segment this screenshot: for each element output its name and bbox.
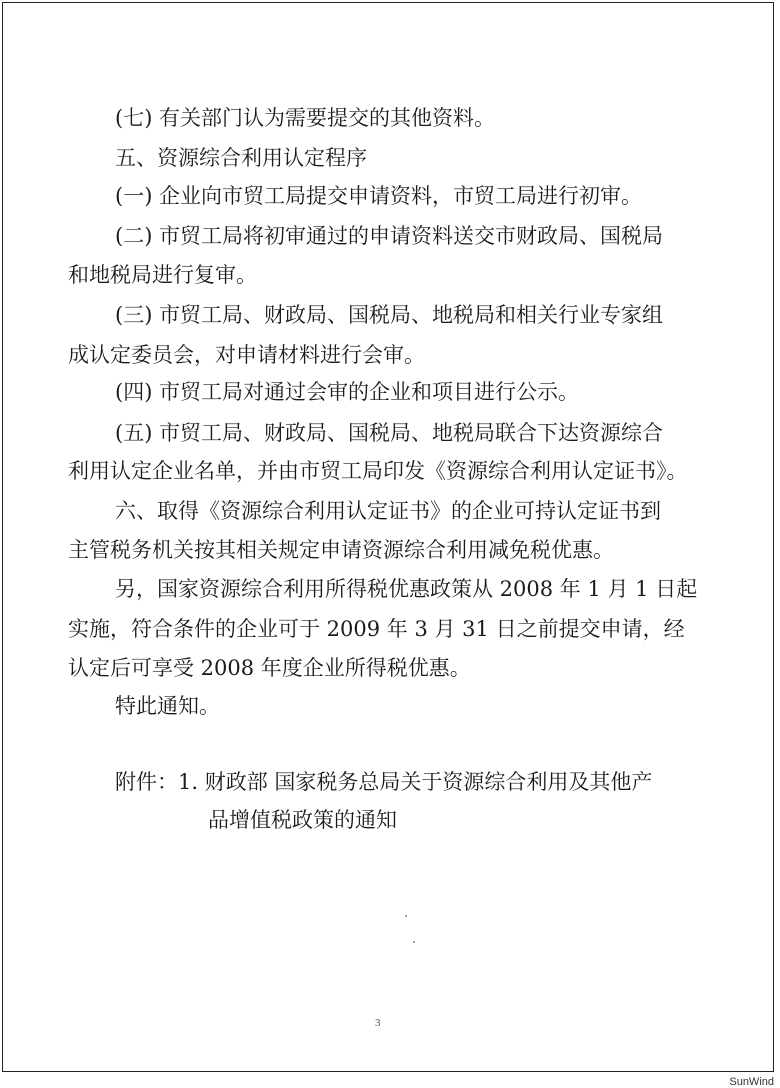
step-3-continuation: 成认定委员会，对申请材料进行会审。 <box>68 343 425 367</box>
section-6-text: 六、取得《资源综合利用认定证书》的企业可持认定证书到 <box>115 499 661 523</box>
note-paragraph-line-1: 另，国家资源综合利用所得税优惠政策从 2008 年 1 月 1 日起 <box>115 577 698 601</box>
section-5-heading: 五、资源综合利用认定程序 <box>115 146 367 170</box>
step-5-continuation: 利用认定企业名单，并由市贸工局印发《资源综合利用认定证书》。 <box>68 459 688 483</box>
section-6-continuation: 主管税务机关按其相关规定申请资源综合利用减免税优惠。 <box>68 538 614 562</box>
document-page <box>2 2 774 1072</box>
note-paragraph-line-3: 认定后可享受 2008 年度企业所得税优惠。 <box>68 656 471 680</box>
step-1-text: (一) 企业向市贸工局提交申请资料，市贸工局进行初审。 <box>115 184 643 208</box>
item-7-text: (七) 有关部门认为需要提交的其他资料。 <box>115 106 496 130</box>
scan-speck <box>405 915 407 917</box>
step-5-text: (五) 市贸工局、财政局、国税局、地税局联合下达资源综合 <box>115 421 664 445</box>
attachment-line-2: 品增值税政策的通知 <box>208 808 397 832</box>
step-4-text: (四) 市贸工局对通过会审的企业和项目进行公示。 <box>115 380 580 404</box>
step-3-text: (三) 市贸工局、财政局、国税局、地税局和相关行业专家组 <box>115 303 664 327</box>
note-paragraph-line-2: 实施，符合条件的企业可于 2009 年 3 月 31 日之前提交申请，经 <box>68 617 685 641</box>
closing-text: 特此通知。 <box>115 694 220 718</box>
page-number: 3 <box>375 1017 381 1029</box>
step-2-text: (二) 市贸工局将初审通过的申请资料送交市财政局、国税局 <box>115 224 664 248</box>
step-2-continuation: 和地税局进行复审。 <box>68 263 257 287</box>
watermark: SunWind <box>729 1076 774 1088</box>
scan-speck <box>413 941 415 943</box>
attachment-line-1: 附件：1. 财政部 国家税务总局关于资源综合利用及其他产 <box>115 770 653 794</box>
